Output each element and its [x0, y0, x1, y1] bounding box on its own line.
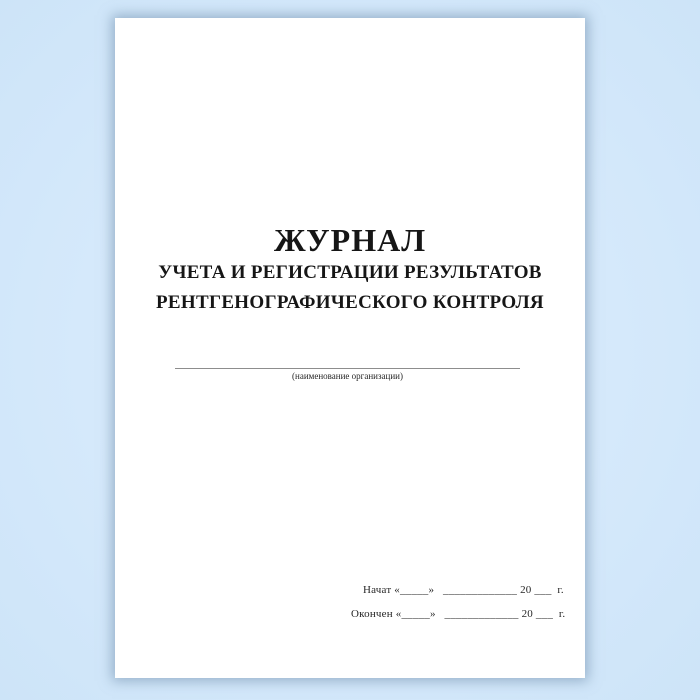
organization-name-caption: (наименование организации)	[292, 371, 403, 381]
date-started-line: Начат «_____» _____________ 20 ___ г.	[363, 584, 564, 596]
journal-subtitle-line2: РЕНТГЕНОГРАФИЧЕСКОГО КОНТРОЛЯ	[156, 292, 544, 313]
date-finished-line: Окончен «_____» _____________ 20 ___ г.	[351, 608, 566, 620]
organization-name-blank-line	[175, 368, 520, 369]
journal-title: ЖУРНАЛ	[273, 222, 427, 258]
journal-cover-page	[115, 18, 585, 678]
journal-subtitle-line1: УЧЕТА И РЕГИСТРАЦИИ РЕЗУЛЬТАТОВ	[158, 262, 542, 283]
journal-subtitle	[115, 258, 585, 318]
